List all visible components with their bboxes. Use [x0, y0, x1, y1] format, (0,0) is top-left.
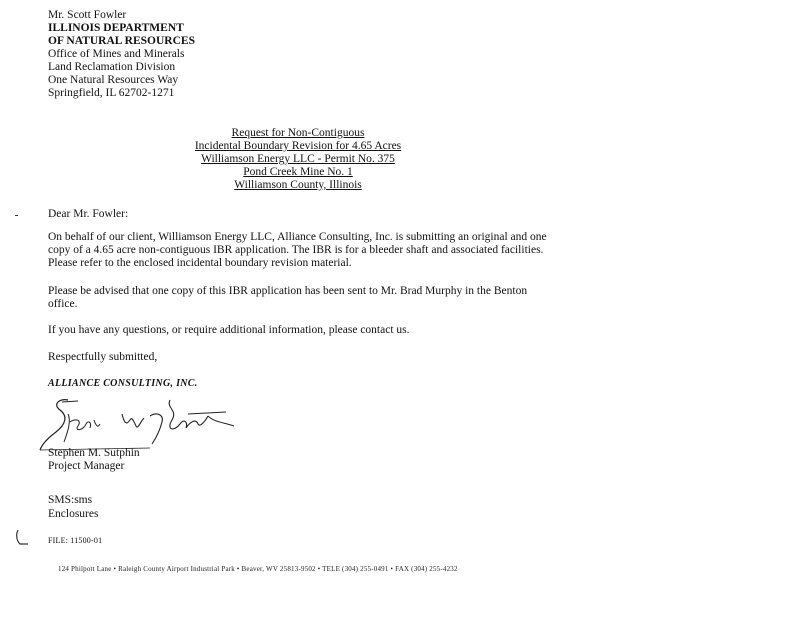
recipient-division: Land Reclamation Division	[48, 61, 176, 73]
recipient-office: Office of Mines and Minerals	[48, 48, 185, 60]
recipient-org-line1: ILLINOIS DEPARTMENT	[48, 22, 184, 34]
signer-title: Project Manager	[48, 460, 125, 472]
subject-block	[150, 127, 446, 192]
recipient-street: One Natural Resources Way	[48, 74, 179, 86]
salutation: Dear Mr. Fowler:	[48, 208, 129, 220]
enclosures: Enclosures	[48, 508, 99, 520]
paragraph-1: On behalf of our client, Williamson Energy LLC, Alliance Consulting, Inc. is submitting an original and one copy of a 4.65 acre non-contiguous IBR application. The IBR is for a bleeder shaft and associated facilities. Please refer to the enclosed incidental boundary revision material.	[48, 231, 547, 269]
scan-speck	[15, 215, 18, 216]
subject-line-1: Request for Non-Contiguous	[231, 127, 365, 139]
signer-name: Stephen M. Sutphin	[48, 447, 140, 459]
recipient-address-block	[48, 9, 195, 100]
subject-line-5: Williamson County, Illinois	[234, 179, 362, 191]
scan-bracket-mark	[14, 528, 34, 548]
initials: SMS:sms	[48, 494, 93, 506]
subject-line-2: Incidental Boundary Revision for 4.65 Acres	[194, 140, 402, 152]
recipient-name: Mr. Scott Fowler	[48, 9, 127, 21]
file-reference: FILE: 11500-01	[48, 536, 103, 545]
recipient-org-line2: OF NATURAL RESOURCES	[48, 35, 195, 47]
subject-line-4: Pond Creek Mine No. 1	[243, 166, 353, 178]
recipient-city: Springfield, IL 62702-1271	[48, 87, 175, 99]
paragraph-2: Please be advised that one copy of this IBR application has been sent to Mr. Brad Murphy in the Benton office.	[48, 285, 528, 310]
company-name: ALLIANCE CONSULTING, INC.	[48, 378, 198, 389]
paragraph-3: If you have any questions, or require additional information, please contact us.	[48, 324, 410, 336]
closing: Respectfully submitted,	[48, 351, 158, 363]
subject-line-3: Williamson Energy LLC - Permit No. 375	[201, 153, 395, 165]
letterhead-footer: 124 Philpott Lane • Raleigh County Airport Industrial Park • Beaver, WV 25813-9502 • TELE (304) 255-0491 • FAX (304) 255-4232	[58, 565, 458, 573]
